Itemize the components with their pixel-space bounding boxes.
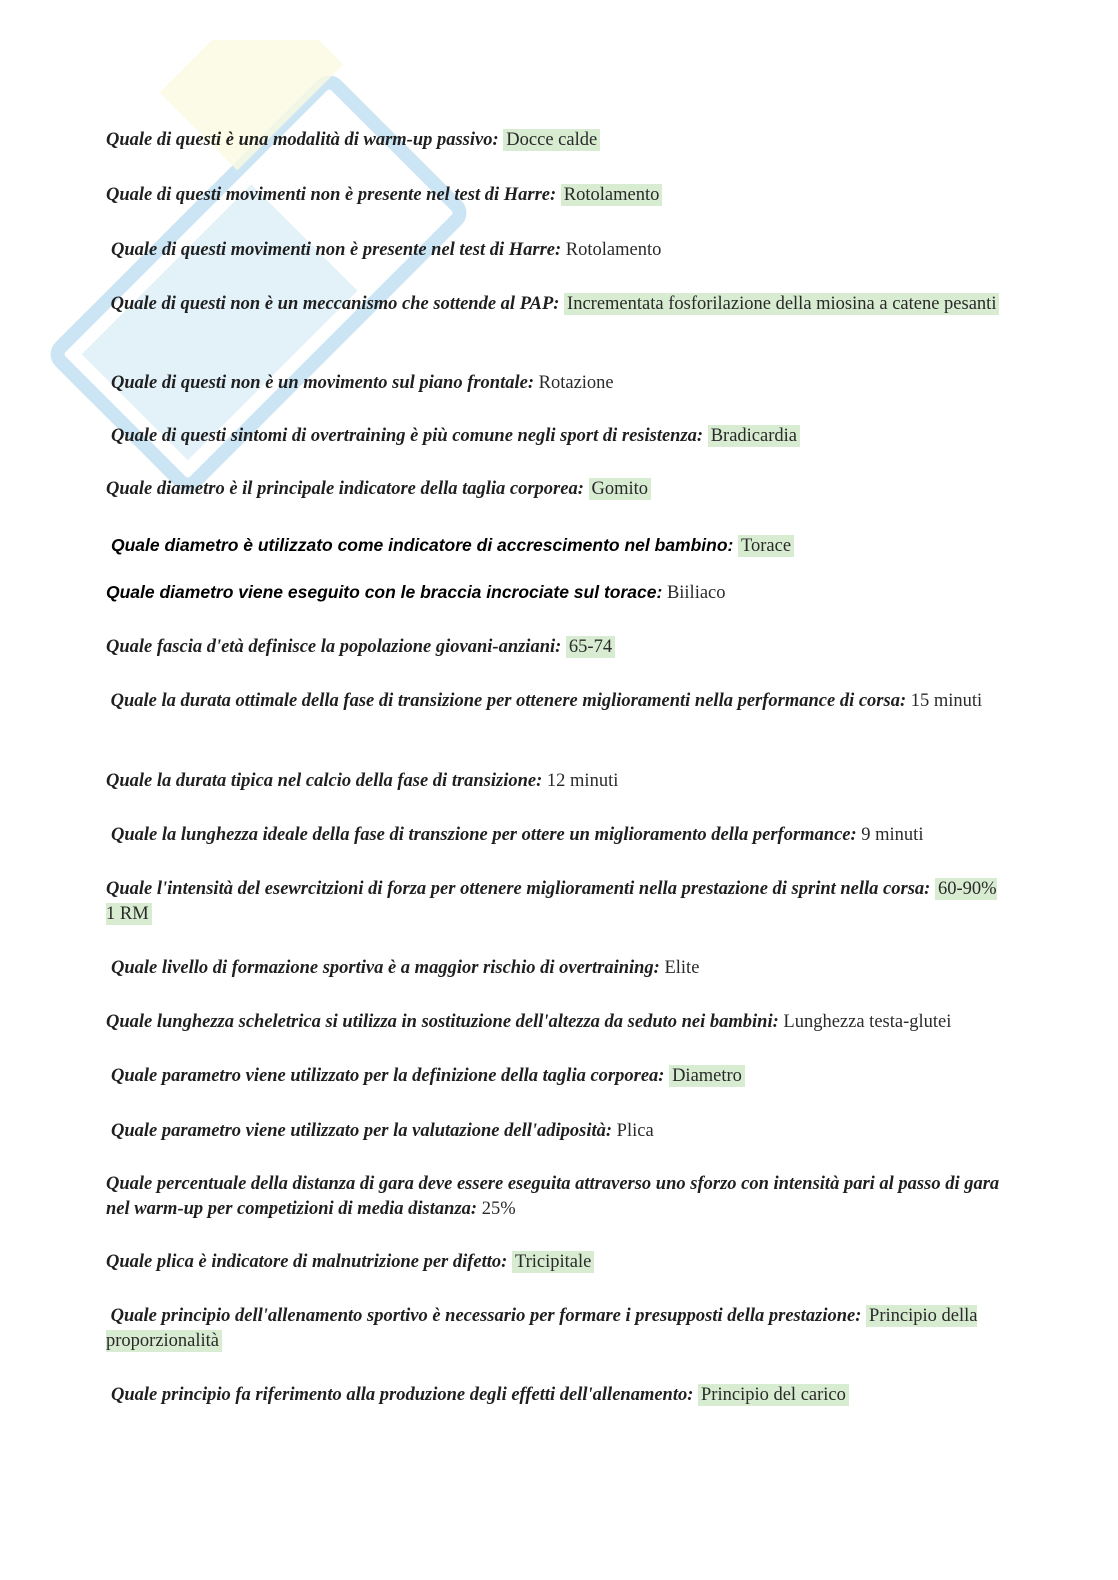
- answer-text: 12 minuti: [546, 771, 619, 791]
- question-text: Quale l'intensità del esewrcitzioni di forza per ottenere miglioramenti nella prestazione di sprint nella corsa:: [106, 879, 931, 899]
- qa-item: [106, 183, 1006, 208]
- question-text: Quale parametro viene utilizzato per la valutazione dell'adiposità:: [111, 1121, 613, 1141]
- question-text: Quale fascia d'età definisce la popolazione giovani-anziani:: [106, 637, 562, 657]
- answer-text: 60-90% 1 RM: [106, 879, 997, 924]
- qa-item: [106, 877, 1006, 927]
- question-text: Quale di questi movimenti non è presente nel test di Harre:: [111, 240, 562, 260]
- answer-text: 15 minuti: [910, 691, 983, 711]
- qa-item: [111, 823, 1006, 848]
- qa-item: [111, 1064, 1006, 1089]
- answer-text: 9 minuti: [861, 825, 924, 845]
- answer-text: Principio della proporzionalità: [106, 1306, 978, 1351]
- question-text: Quale percentuale della distanza di gara deve essere eseguita attraverso uno sforzo con intensità pari al passo di gara nel warm-up per competizioni di media distanza:: [106, 1174, 1000, 1219]
- question-text: Quale plica è indicatore di malnutrizione per difetto:: [106, 1252, 508, 1272]
- answer-text: Bradicardia: [708, 425, 800, 447]
- question-text: Quale la lunghezza ideale della fase di transzione per ottere un miglioramento della performance:: [111, 825, 857, 845]
- answer-text: Docce calde: [503, 129, 600, 151]
- answer-text: Biiliaco: [666, 583, 726, 603]
- qa-item: [106, 1304, 1006, 1354]
- question-text: Quale principio dell'allenamento sportivo è necessario per formare i presupposti della prestazione:: [110, 1306, 862, 1326]
- qa-item: [111, 371, 1006, 396]
- qa-item: [111, 238, 1006, 263]
- answer-text: Rotolamento: [565, 240, 662, 260]
- question-text: Quale la durata tipica nel calcio della fase di transizione:: [106, 771, 543, 791]
- answer-text: Elite: [664, 958, 700, 978]
- qa-item: [111, 424, 1006, 449]
- qa-item: [111, 956, 1006, 981]
- answer-text: Lunghezza testa-glutei: [783, 1012, 952, 1032]
- question-text: Quale lunghezza scheletrica si utilizza in sostituzione dell'altezza da seduto nei bambini:: [106, 1012, 779, 1032]
- question-text: Quale di questi non è un movimento sul piano frontale:: [111, 373, 534, 393]
- question-text: Quale di questi è una modalità di warm-up passivo:: [106, 130, 499, 150]
- qa-item: [106, 769, 1006, 794]
- answer-text: Rotolamento: [561, 184, 663, 206]
- qa-item: [106, 292, 1006, 317]
- qa-item: [106, 580, 1006, 606]
- question-text: Quale principio fa riferimento alla produzione degli effetti dell'allenamento:: [111, 1385, 694, 1405]
- qa-item: [106, 128, 1006, 153]
- answer-text: Gomito: [589, 478, 652, 500]
- question-text: Quale diametro è il principale indicatore della taglia corporea:: [106, 479, 584, 499]
- answer-text: Diametro: [669, 1065, 745, 1087]
- qa-item: [111, 1119, 1006, 1144]
- question-text: Quale diametro è utilizzato come indicatore di accrescimento nel bambino:: [111, 535, 734, 555]
- answer-text: Torace: [738, 535, 794, 557]
- answer-text: Principio del carico: [698, 1384, 849, 1406]
- question-text: Quale di questi movimenti non è presente nel test di Harre:: [106, 185, 557, 205]
- question-text: Quale di questi sintomi di overtraining è più comune negli sport di resistenza:: [111, 426, 704, 446]
- qa-item: [106, 1172, 1006, 1222]
- qa-item: [106, 635, 1006, 660]
- question-text: Quale diametro viene eseguito con le braccia incrociate sul torace:: [106, 582, 663, 602]
- question-text: Quale parametro viene utilizzato per la definizione della taglia corporea:: [111, 1066, 665, 1086]
- qa-item: [106, 1250, 1006, 1275]
- question-text: Quale di questi non è un meccanismo che sottende al PAP:: [110, 294, 560, 314]
- answer-text: 65-74: [566, 636, 615, 658]
- answer-text: Rotazione: [538, 373, 614, 393]
- qa-item: [111, 533, 1006, 559]
- qa-item: [106, 477, 1006, 502]
- qa-item: [111, 1383, 1006, 1408]
- question-text: Quale la durata ottimale della fase di transizione per ottenere miglioramenti nella performance di corsa:: [110, 691, 907, 711]
- qa-item: [106, 689, 1006, 714]
- answer-text: 25%: [481, 1199, 516, 1219]
- answer-text: Incrementata fosforilazione della miosina a catene pesanti: [564, 293, 999, 315]
- answer-text: Tricipitale: [512, 1251, 594, 1273]
- answer-text: Plica: [616, 1121, 654, 1141]
- qa-item: [106, 1010, 1006, 1035]
- question-text: Quale livello di formazione sportiva è a maggior rischio di overtraining:: [111, 958, 660, 978]
